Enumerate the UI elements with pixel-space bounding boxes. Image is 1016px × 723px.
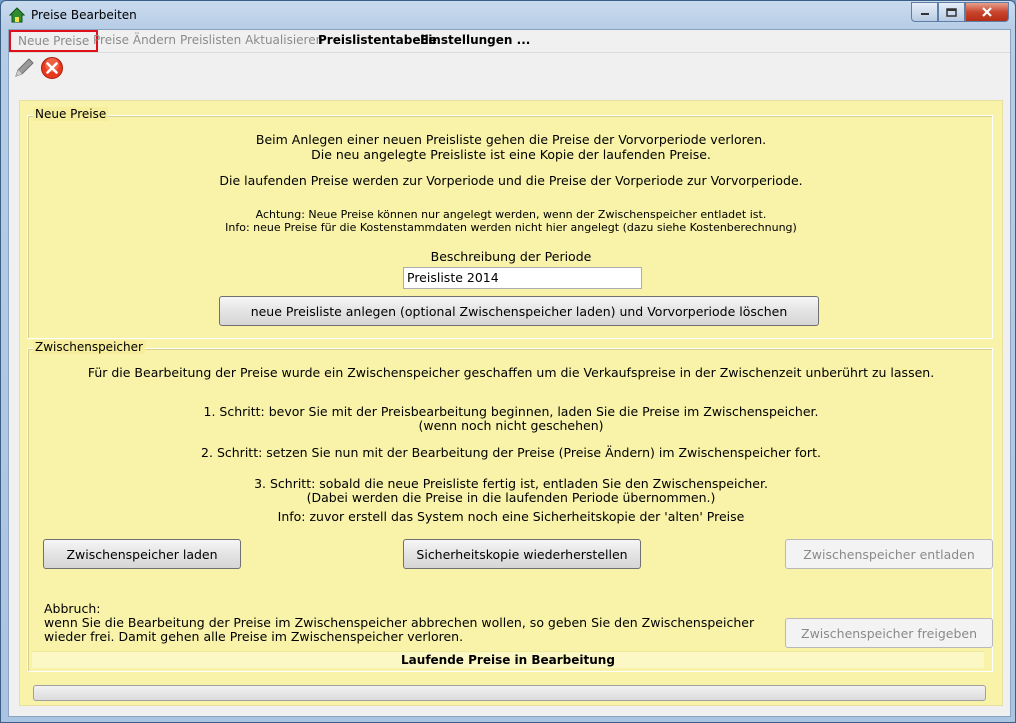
info-note: Info: neue Preise für die Kostenstammdaten werden nicht hier angelegt (dazu siehe Kostenberechnung) xyxy=(225,221,797,234)
progress-bar xyxy=(33,685,986,701)
maximize-icon xyxy=(946,8,957,17)
unload-buffer-button[interactable]: Zwischenspeicher entladen xyxy=(785,539,993,569)
step-3-note: (Dabei werden die Preise in die laufenden Periode übernommen.) xyxy=(306,490,716,505)
minimize-button[interactable] xyxy=(911,2,938,22)
title-bar[interactable] xyxy=(1,1,1015,29)
info-line-1: Beim Anlegen einer neuen Preisliste gehen die Preise der Vorvorperiode verloren. xyxy=(255,132,767,147)
buffer-intro: Für die Bearbeitung der Preise wurde ein Zwischenspeicher geschaffen um die Verkaufspreise in der Zwischenzeit unberührt zu lassen. xyxy=(87,365,935,380)
step-1-note: (wenn noch nicht geschehen) xyxy=(418,418,604,433)
step-2-text: 2. Schritt: setzen Sie nun mit der Bearbeitung der Preise (Preise Ändern) im Zwischenspeicher fort. xyxy=(201,445,821,460)
maximize-button[interactable] xyxy=(938,2,965,22)
close-icon xyxy=(981,7,993,17)
client-area xyxy=(8,29,1011,717)
backup-info: Info: zuvor erstell das System noch eine Sicherheitskopie der 'alten' Preise xyxy=(277,509,745,524)
yellow-content-panel xyxy=(19,100,1003,706)
menu-einstellungen[interactable]: Einstellungen ... xyxy=(420,33,531,47)
menu-preislisten-aktualisieren[interactable]: Preislisten Aktualisieren xyxy=(180,33,324,47)
group-neue-preise-legend: Neue Preise xyxy=(35,107,107,121)
group-zwischenspeicher-legend: Zwischenspeicher xyxy=(35,340,143,354)
abort-text-1: wenn Sie die Bearbeitung der Preise im Zwischenspeicher abbrechen wollen, so geben Sie den Zwischenspeicher xyxy=(44,615,755,630)
close-circle-icon[interactable] xyxy=(40,56,64,80)
period-label: Beschreibung der Periode xyxy=(430,249,592,264)
status-banner: Laufende Preise in Bearbeitung xyxy=(32,651,984,668)
menu-preislistentabelle[interactable]: Preislistentabelle xyxy=(318,33,437,47)
release-buffer-button[interactable]: Zwischenspeicher freigeben xyxy=(785,618,993,648)
step-3-text: 3. Schritt: sobald die neue Preisliste fertig ist, entladen Sie den Zwischenspeicher. xyxy=(254,476,768,491)
period-description-input[interactable]: Preisliste 2014 xyxy=(403,267,642,289)
window-title: Preise Bearbeiten xyxy=(31,8,137,22)
create-price-list-button[interactable]: neue Preisliste anlegen (optional Zwischenspeicher laden) und Vorvorperiode löschen xyxy=(219,296,819,326)
menu-bar xyxy=(9,30,1010,53)
menu-neue-preise[interactable]: Neue Preise xyxy=(9,30,98,52)
info-line-3: Die laufenden Preise werden zur Vorperiode und die Preise der Vorperiode zur Vorvorperiode. xyxy=(219,173,803,188)
load-buffer-button[interactable]: Zwischenspeicher laden xyxy=(43,539,241,569)
step-1-text: 1. Schritt: bevor Sie mit der Preisbearbeitung beginnen, laden Sie die Preise im Zwischenspeicher. xyxy=(203,404,819,419)
abort-title: Abbruch: xyxy=(44,601,101,616)
abort-text-2: wieder frei. Damit gehen alle Preise im Zwischenspeicher verloren. xyxy=(44,629,464,644)
pencil-icon[interactable] xyxy=(12,56,36,80)
toolbar xyxy=(9,53,1010,83)
close-window-button[interactable] xyxy=(965,2,1009,22)
restore-backup-button[interactable]: Sicherheitskopie wiederherstellen xyxy=(403,539,641,569)
info-line-2: Die neu angelegte Preisliste ist eine Kopie der laufenden Preise. xyxy=(311,147,711,162)
house-icon xyxy=(9,7,25,23)
menu-preise-aendern[interactable]: Preise Ändern xyxy=(93,33,177,47)
warning-note: Achtung: Neue Preise können nur angelegt werden, wenn der Zwischenspeicher entladet ist. xyxy=(255,208,767,221)
minimize-icon xyxy=(920,8,930,16)
